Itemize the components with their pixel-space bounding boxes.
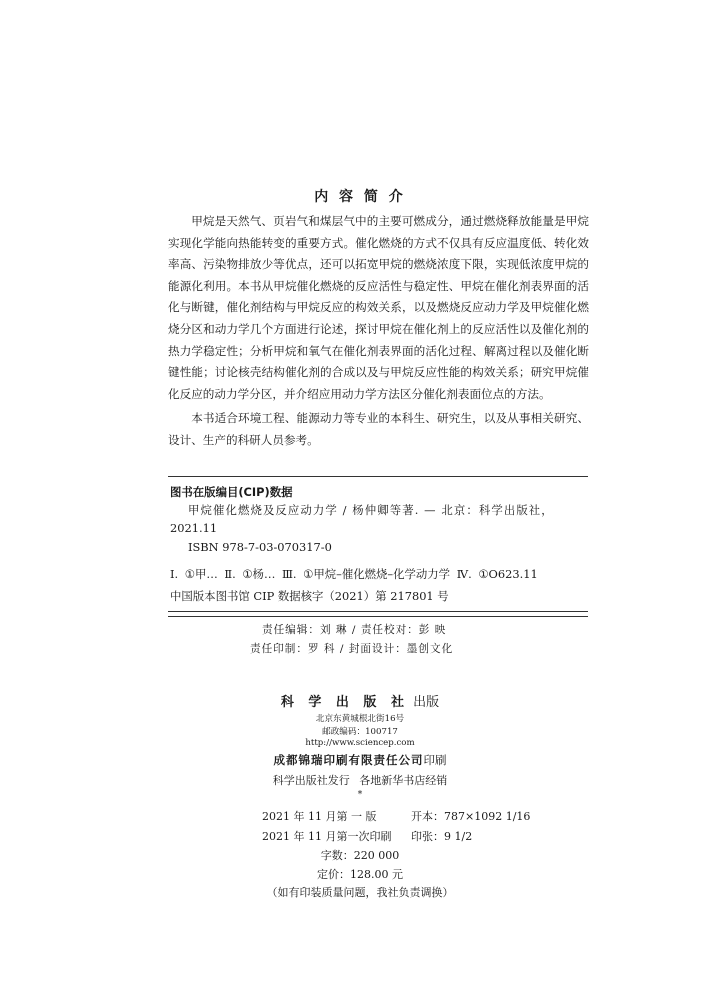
- book-format: 开本：787×1092 1/16: [411, 810, 531, 823]
- edition-date: 2021 年 11 月第 一 版: [262, 810, 377, 823]
- price: 定价：128.00 元: [317, 868, 403, 881]
- printer-suffix: 印刷: [423, 753, 447, 767]
- cip-entry-line-1: 甲烷催化燃烧及反应动力学 / 杨仲卿等著. — 北京：科学出版社，: [188, 503, 554, 517]
- publisher-suffix: 出版: [413, 695, 440, 710]
- isbn: ISBN 978-7-03-070317-0: [188, 540, 332, 554]
- printed-sheets: 印张：9 1/2: [411, 830, 473, 843]
- publisher-postcode: 邮政编码：100717: [322, 727, 398, 737]
- cip-entry-line-2: 2021.11: [170, 521, 218, 535]
- publisher-line: [0, 691, 720, 710]
- cip-top-rule: [168, 476, 588, 477]
- cip-bottom-rule-double: [168, 616, 588, 617]
- cip-bottom-rule: [168, 611, 588, 612]
- publisher-name: 科 学 出 版 社: [280, 695, 409, 710]
- printer-line: [0, 752, 720, 768]
- summary-title: 内 容 简 介: [314, 189, 406, 205]
- editorial-staff-line-1: 责任编辑：刘 琳 / 责任校对：彭 映: [262, 624, 447, 636]
- cip-heading: 图书在版编目(CIP)数据: [170, 485, 293, 499]
- print-date: 2021 年 11 月第一次印刷: [262, 830, 392, 843]
- printer-name: 成都锦瑞印刷有限责任公司: [273, 753, 424, 767]
- quality-notice: （如有印装质量问题，我社负责调换）: [266, 886, 454, 899]
- summary-paragraph-1: 甲烷是天然气、页岩气和煤层气中的主要可燃成分，通过燃烧释放能量是甲烷实现化学能向热能转变的重要方式。催化燃烧的方式不仅具有反应温度低、转化效率高、污染物排放少等优点，还可以拓宽甲烷的燃烧浓度下限，实现低浓度甲烷的能源化利用。本书从甲烷催化燃烧的反应活性与稳定性、甲烷在催化剂表界面的活化与断键，催化剂结构与甲烷反应的构效关系，以及燃烧反应动力学及甲烷催化燃烧分区和动力学几个方面进行论述，探讨甲烷在催化剂上的反应活性以及催化剂的热力学稳定性；分析甲烷和氧气在催化剂表界面的活化过程、解离过程以及催化断键性能；讨论核壳结构催化剂的合成以及与甲烷反应性能的构效关系；研究甲烷催化反应的动力学分区，并介绍应用动力学方法区分催化剂表面位点的方法。: [168, 214, 589, 401]
- word-count: 字数：220 000: [320, 849, 400, 862]
- summary-paragraph-2: 本书适合环境工程、能源动力等专业的本科生、研究生，以及从事相关研究、设计、生产的科研人员参考。: [168, 411, 589, 447]
- distribution-line: 科学出版社发行 各地新华书店经销: [272, 774, 448, 787]
- publisher-website: http://www.sciencep.com: [305, 738, 415, 748]
- publisher-address: 北京东黄城根北街16号: [315, 714, 405, 724]
- editorial-staff-line-2: 责任印制：罗 科 / 封面设计：墨创文化: [250, 643, 454, 655]
- cip-record-number: 中国版本图书馆 CIP 数据核字（2021）第 217801 号: [170, 589, 449, 603]
- cip-classification: Ⅰ. ①甲… Ⅱ. ①杨… Ⅲ. ①甲烷–催化燃烧–化学动力学 Ⅳ. ①O623.11: [170, 567, 538, 581]
- separator-star: *: [357, 790, 363, 800]
